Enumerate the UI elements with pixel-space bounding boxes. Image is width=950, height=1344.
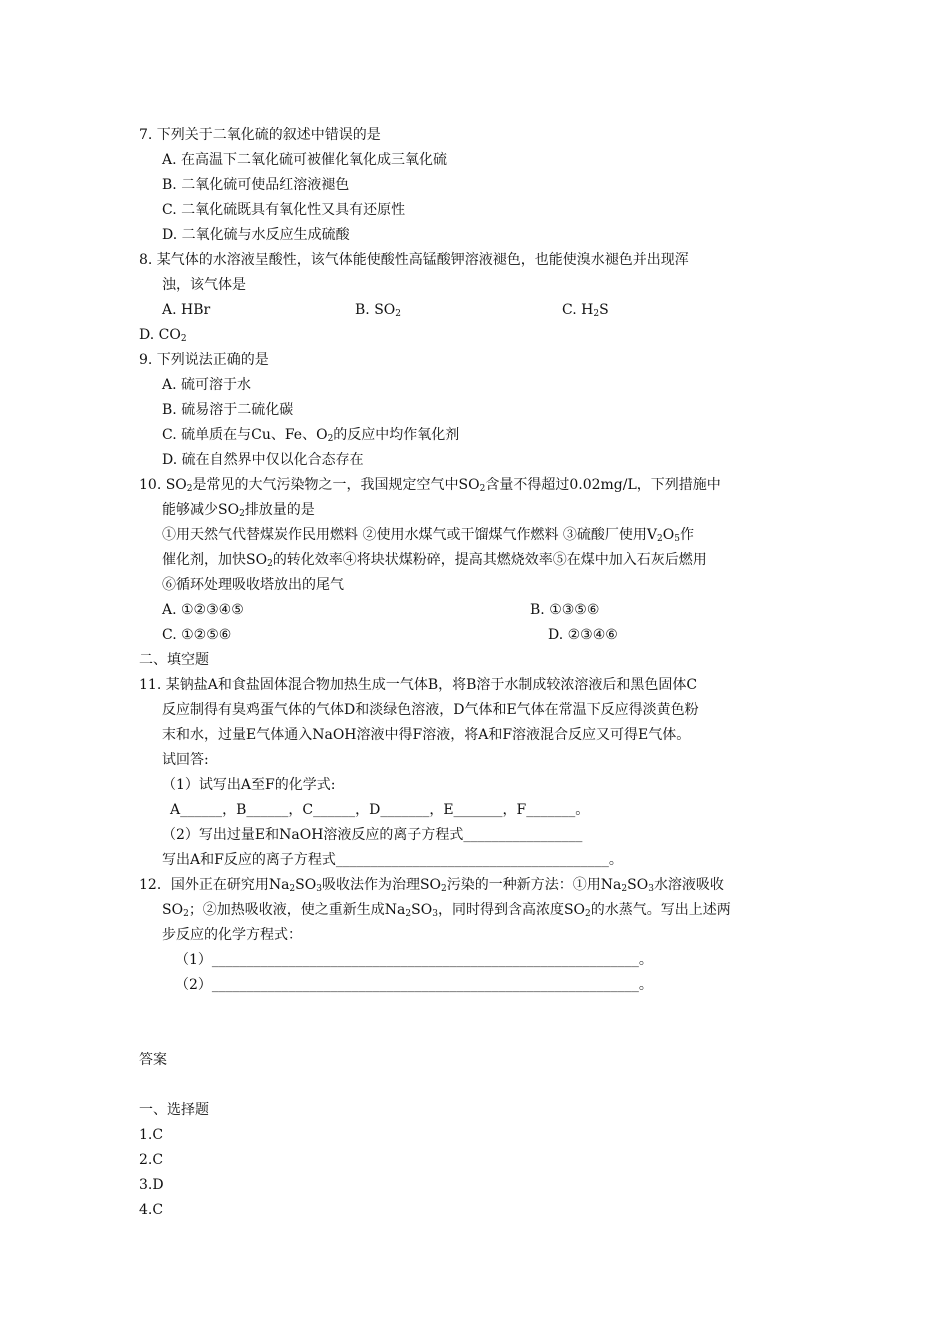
q12-answer-line2: （2）_____________________________________________________________。: [175, 977, 653, 993]
q12-stem-line1: 12．国外正在研究用$Na_2SO_3$吸收法作为治理$SO_2$污染的一种新方法：①用$Na_2SO_3$水溶液吸收: [139, 877, 724, 894]
q7-option-c: C. 二氧化硫既具有氧化性又具有还原性: [162, 202, 406, 218]
q9-option-c: C. 硫单质在与Cu、Fe、$O_2$的反应中均作氧化剂: [162, 427, 460, 444]
q12-stem-line2: $SO_2$；②加热吸收液，使之重新生成$Na_2SO_3$，同时得到含高浓度$SO_2$的水蒸气。写出上述两: [162, 902, 731, 919]
q10-measures-line3: ⑥循环处理吸收塔放出的尾气: [162, 577, 344, 593]
q10-measures-line1: ①用天然气代替煤炭作民用燃料 ②使用水煤气或干馏煤气作燃料 ③硫酸厂使用$V_2O_5$作: [162, 527, 694, 544]
q11-part1: （1）试写出A至F的化学式:: [162, 777, 336, 793]
answer-item: 1.C: [139, 1127, 164, 1143]
q8-option-b: B. $SO_2$: [355, 302, 402, 319]
q8-option-a: A. HBr: [162, 302, 211, 318]
q11-part1-blanks: A______，B______，C______，D_______，E_______，F_______。: [170, 802, 590, 818]
q10-option-a: A. ①②③④⑤: [162, 602, 244, 618]
q8-option-d: D. $CO_2$: [139, 327, 187, 344]
q9-option-a: A. 硫可溶于水: [162, 377, 252, 393]
q11-stem-line3: 末和水，过量E气体通入NaOH溶液中得F溶液，将A和F溶液混合反应又可得E气体。: [162, 727, 691, 743]
section-fill-in-heading: 二、填空题: [139, 652, 209, 668]
q9-stem: 9. 下列说法正确的是: [139, 352, 269, 368]
q8-option-c: C. $H_2S$: [562, 302, 609, 319]
q8-stem-line1: 8. 某气体的水溶液呈酸性，该气体能使酸性高锰酸钾溶液褪色，也能使溴水褪色并出现浑: [139, 252, 689, 268]
q12-stem-line3: 步反应的化学方程式：: [162, 927, 302, 943]
q12-answer-line1: （1）_____________________________________________________________。: [175, 952, 653, 968]
q10-option-b: B. ①③⑤⑥: [530, 602, 600, 618]
q7-option-d: D. 二氧化硫与水反应生成硫酸: [162, 227, 350, 243]
q10-option-d: D. ②③④⑥: [548, 627, 618, 643]
q10-stem-line1: 10. $SO_2$是常见的大气污染物之一，我国规定空气中$SO_2$含量不得超过0.02mg/L，下列措施中: [139, 477, 721, 494]
q11-stem-line2: 反应制得有臭鸡蛋气体的气体D和淡绿色溶液，D气体和E气体在常温下反应得淡黄色粉: [162, 702, 699, 718]
q11-part2: （2）写出过量E和NaOH溶液反应的离子方程式_________________: [162, 827, 583, 843]
q9-option-d: D. 硫在自然界中仅以化合态存在: [162, 452, 364, 468]
q11-prompt: 试回答:: [162, 752, 209, 768]
answers-title: 答案: [139, 1052, 167, 1068]
answer-item: 3.D: [139, 1177, 164, 1193]
q7-option-b: B. 二氧化硫可使品红溶液褪色: [162, 177, 350, 193]
q7-stem: 7. 下列关于二氧化硫的叙述中错误的是: [139, 127, 381, 143]
q10-stem-line2: 能够减少$SO_2$排放量的是: [162, 502, 315, 519]
answer-item: 4.C: [139, 1202, 164, 1218]
q7-option-a: A. 在高温下二氧化硫可被催化氧化成三氧化硫: [162, 152, 448, 168]
q8-stem-line2: 浊，该气体是: [162, 277, 246, 293]
q11-part2-second: 写出A和F反应的离子方程式_______________________________________。: [162, 852, 623, 868]
answers-section-heading: 一、选择题: [139, 1102, 209, 1118]
q11-stem-line1: 11. 某钠盐A和食盐固体混合物加热生成一气体B，将B溶于水制成较浓溶液后和黑色固体C: [139, 677, 698, 693]
q10-measures-line2: 催化剂，加快$SO_2$的转化效率④将块状煤粉碎，提高其燃烧效率⑤在煤中加入石灰后燃用: [162, 552, 707, 569]
q10-option-c: C. ①②⑤⑥: [162, 627, 232, 643]
q9-option-b: B. 硫易溶于二硫化碳: [162, 402, 294, 418]
answer-item: 2.C: [139, 1152, 164, 1168]
